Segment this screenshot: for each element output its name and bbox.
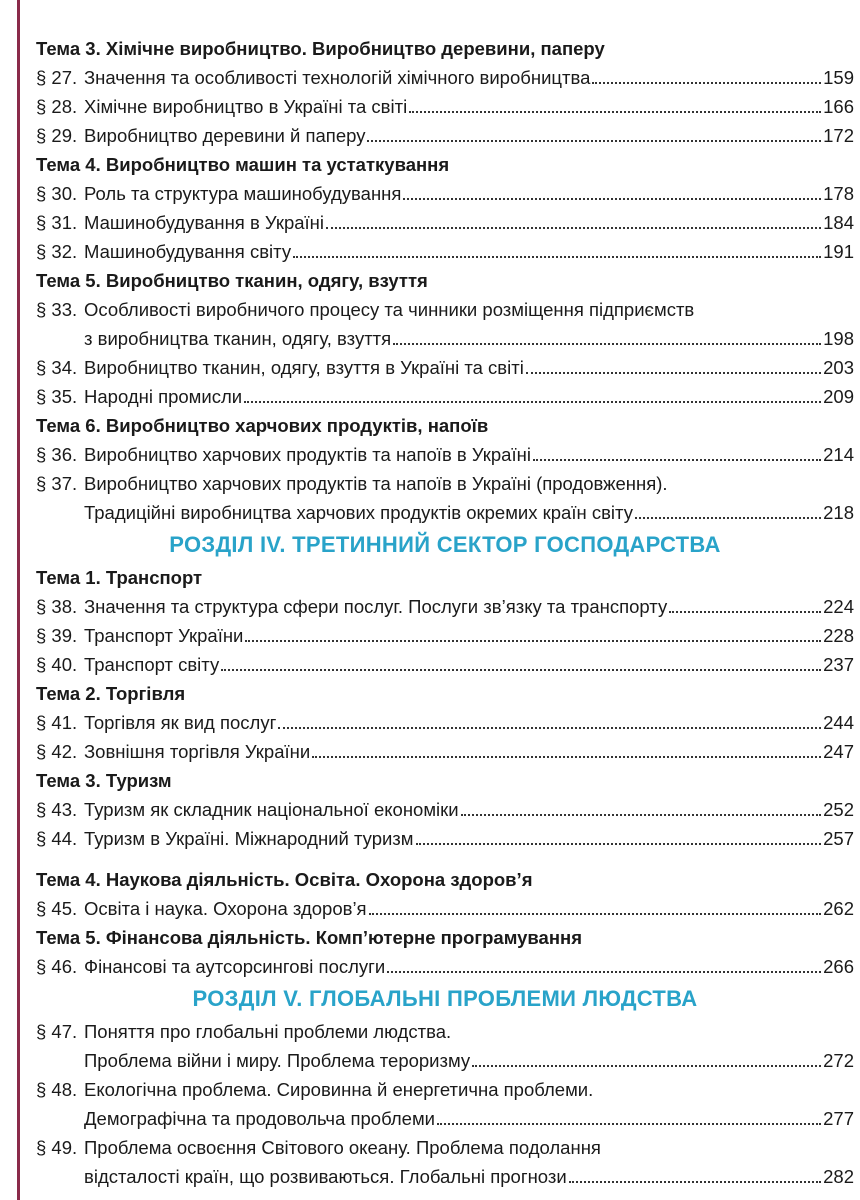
entry-last-line: [36, 1046, 854, 1075]
entry-title: відсталості країн, що розвиваються. Глобальні прогнози: [84, 1166, 567, 1187]
entry-title: Виробництво тканин, одягу, взуття в Україні та світі: [84, 357, 524, 378]
entry-title: Традиційні виробництва харчових продуктів окремих країн світу: [84, 502, 633, 523]
dot-leader: [409, 111, 821, 113]
entry-last-line: [36, 621, 854, 650]
page-number: 214: [823, 444, 854, 465]
toc-entry[interactable]: [36, 592, 854, 621]
toc-entry[interactable]: [36, 382, 854, 411]
page-number: 184: [823, 212, 854, 233]
entry-line: [36, 469, 854, 498]
topic-heading: Тема 4. Наукова діяльність. Освіта. Охорона здоров’я: [36, 869, 533, 890]
page-number: 224: [823, 596, 854, 617]
entry-last-line: [36, 208, 854, 237]
toc-entry[interactable]: [36, 952, 854, 981]
page-number: 159: [823, 67, 854, 88]
paragraph-number: § 35.: [36, 386, 78, 407]
entry-title: Виробництво харчових продуктів та напоїв в Україні: [84, 444, 531, 465]
dot-leader: [669, 611, 821, 613]
toc-entry[interactable]: [36, 353, 854, 382]
page-number: 166: [823, 96, 854, 117]
entry-last-line: [36, 121, 854, 150]
page-number: 266: [823, 956, 854, 977]
dot-leader: [472, 1065, 821, 1067]
paragraph-number: § 41.: [36, 712, 78, 733]
toc-entry[interactable]: [36, 1075, 854, 1133]
dot-leader: [312, 756, 821, 758]
dot-leader: [221, 669, 821, 671]
toc-entry[interactable]: [36, 737, 854, 766]
dot-leader: [326, 227, 821, 229]
paragraph-number: § 49.: [36, 1137, 78, 1158]
toc-entry[interactable]: [36, 650, 854, 679]
dot-leader: [635, 517, 821, 519]
paragraph-number: § 30.: [36, 183, 78, 204]
paragraph-number: § 31.: [36, 212, 78, 233]
entry-title: Транспорт України: [84, 625, 244, 646]
topic-heading: Тема 4. Виробництво машин та устаткування: [36, 154, 450, 175]
dot-leader: [416, 843, 822, 845]
entry-last-line: [36, 92, 854, 121]
entry-last-line: [36, 324, 854, 353]
toc-entry[interactable]: [36, 63, 854, 92]
spacer: [36, 853, 854, 865]
entry-title: Фінансові та аутсорсингові послуги: [84, 956, 386, 977]
entry-last-line: [36, 179, 854, 208]
entry-last-line: [36, 353, 854, 382]
toc-entry[interactable]: [36, 1133, 854, 1191]
dot-leader: [387, 971, 821, 973]
dot-leader: [569, 1181, 821, 1183]
dot-leader: [393, 343, 821, 345]
entry-last-line: [36, 952, 854, 981]
toc-entry[interactable]: [36, 469, 854, 527]
paragraph-number: § 40.: [36, 654, 78, 675]
topic-heading: Тема 6. Виробництво харчових продуктів, напоїв: [36, 415, 489, 436]
page-number: 282: [823, 1166, 854, 1187]
topic-heading: Тема 3. Хімічне виробництво. Виробництво деревини, паперу: [36, 38, 605, 59]
toc-entry[interactable]: [36, 440, 854, 469]
entry-title: Освіта і наука. Охорона здоров’я: [84, 898, 367, 919]
entry-title: Виробництво харчових продуктів та напоїв в Україні (продовження).: [84, 473, 668, 494]
toc-entry[interactable]: [36, 179, 854, 208]
page-number: 209: [823, 386, 854, 407]
page-number: 178: [823, 183, 854, 204]
entry-title: Торгівля як вид послуг: [84, 712, 277, 733]
page-number: 272: [823, 1050, 854, 1071]
topic-heading: Тема 5. Виробництво тканин, одягу, взуття: [36, 270, 428, 291]
page-number: 262: [823, 898, 854, 919]
page-number: 257: [823, 828, 854, 849]
entry-last-line: [36, 1162, 854, 1191]
entry-title: Поняття про глобальні проблеми людства.: [84, 1021, 452, 1042]
page-number: 252: [823, 799, 854, 820]
paragraph-number: § 28.: [36, 96, 78, 117]
dot-leader: [592, 82, 821, 84]
page-number: 244: [823, 712, 854, 733]
page-number: 247: [823, 741, 854, 762]
entry-title: Проблема війни і миру. Проблема тероризму: [84, 1050, 471, 1071]
paragraph-number: § 29.: [36, 125, 78, 146]
paragraph-number: § 45.: [36, 898, 78, 919]
toc-entry[interactable]: [36, 894, 854, 923]
entry-title: Машинобудування світу: [84, 241, 292, 262]
toc-entry[interactable]: [36, 621, 854, 650]
entry-title: Транспорт світу: [84, 654, 220, 675]
paragraph-number: § 32.: [36, 241, 78, 262]
entry-title: Роль та структура машинобудування: [84, 183, 402, 204]
dot-leader: [244, 401, 821, 403]
toc-entry[interactable]: [36, 1017, 854, 1075]
dot-leader: [461, 814, 822, 816]
toc-entry[interactable]: [36, 121, 854, 150]
page-number: 218: [823, 502, 854, 523]
paragraph-number: § 46.: [36, 956, 78, 977]
paragraph-number: § 33.: [36, 299, 78, 320]
entry-title: Демографічна та продовольча проблеми: [84, 1108, 435, 1129]
entry-last-line: [36, 1104, 854, 1133]
paragraph-number: § 42.: [36, 741, 78, 762]
entry-line: [36, 295, 854, 324]
entry-title: Машинобудування в Україні: [84, 212, 324, 233]
page-number: 191: [823, 241, 854, 262]
entry-last-line: [36, 498, 854, 527]
entry-last-line: [36, 795, 854, 824]
dot-leader: [533, 459, 821, 461]
toc-entry[interactable]: [36, 824, 854, 853]
entry-title: Туризм як складник національної економіки: [84, 799, 459, 820]
page-number: 237: [823, 654, 854, 675]
entry-last-line: [36, 894, 854, 923]
entry-title: Екологічна проблема. Сировинна й енергетична проблеми.: [84, 1079, 594, 1100]
entry-last-line: [36, 237, 854, 266]
entry-last-line: [36, 824, 854, 853]
toc-entry[interactable]: [36, 795, 854, 824]
paragraph-number: § 44.: [36, 828, 78, 849]
page-number: 198: [823, 328, 854, 349]
dot-leader: [526, 372, 821, 374]
entry-last-line: [36, 737, 854, 766]
toc-entry[interactable]: [36, 92, 854, 121]
page-number: 228: [823, 625, 854, 646]
entry-last-line: [36, 592, 854, 621]
paragraph-number: § 34.: [36, 357, 78, 378]
dot-leader: [403, 198, 821, 200]
entry-line: [36, 1075, 854, 1104]
dot-leader: [437, 1123, 821, 1125]
entry-title: Хімічне виробництво в Україні та світі: [84, 96, 408, 117]
entry-last-line: [36, 650, 854, 679]
section-heading: РОЗДІЛ V. ГЛОБАЛЬНІ ПРОБЛЕМИ ЛЮДСТВА: [192, 986, 698, 1011]
paragraph-number: § 47.: [36, 1021, 78, 1042]
entry-line: [36, 1017, 854, 1046]
page-number: 172: [823, 125, 854, 146]
paragraph-number: § 48.: [36, 1079, 78, 1100]
toc-entry[interactable]: [36, 208, 854, 237]
dot-leader: [245, 640, 821, 642]
entry-last-line: [36, 708, 854, 737]
entry-title: Значення та особливості технологій хімічного виробництва: [84, 67, 591, 88]
entry-last-line: [36, 382, 854, 411]
page-number: 277: [823, 1108, 854, 1129]
entry-title: Особливості виробничого процесу та чинники розміщення підприємств: [84, 299, 695, 320]
topic-heading: Тема 2. Торгівля: [36, 683, 186, 704]
paragraph-number: § 39.: [36, 625, 78, 646]
page-border-rule: [17, 0, 20, 1200]
section-heading: РОЗДІЛ IV. ТРЕТИННИЙ СЕКТОР ГОСПОДАРСТВА: [169, 532, 721, 557]
entry-title: Народні промисли: [84, 386, 243, 407]
topic-heading: Тема 1. Транспорт: [36, 567, 203, 588]
topic-heading: Тема 3. Туризм: [36, 770, 172, 791]
toc-entry[interactable]: [36, 237, 854, 266]
entry-title: з виробництва тканин, одягу, взуття: [84, 328, 392, 349]
paragraph-number: § 43.: [36, 799, 78, 820]
dot-leader: [293, 256, 821, 258]
entry-line: [36, 1133, 854, 1162]
dot-leader: [369, 913, 822, 915]
entry-title: Значення та структура сфери послуг. Послуги зв’язку та транспорту: [84, 596, 668, 617]
dot-leader: [367, 140, 821, 142]
topic-heading: Тема 5. Фінансова діяльність. Комп’ютерне програмування: [36, 927, 582, 948]
toc-entry[interactable]: [36, 708, 854, 737]
paragraph-number: § 38.: [36, 596, 78, 617]
paragraph-number: § 27.: [36, 67, 78, 88]
paragraph-number: § 36.: [36, 444, 78, 465]
dot-leader: [278, 727, 821, 729]
table-of-contents: [36, 34, 854, 1191]
entry-last-line: [36, 440, 854, 469]
paragraph-number: § 37.: [36, 473, 78, 494]
entry-last-line: [36, 63, 854, 92]
toc-entry[interactable]: [36, 295, 854, 353]
entry-title: Виробництво деревини й паперу: [84, 125, 366, 146]
entry-title: Зовнішня торгівля України: [84, 741, 311, 762]
entry-title: Туризм в Україні. Міжнародний туризм: [84, 828, 414, 849]
entry-title: Проблема освоєння Світового океану. Проблема подолання: [84, 1137, 601, 1158]
page-number: 203: [823, 357, 854, 378]
